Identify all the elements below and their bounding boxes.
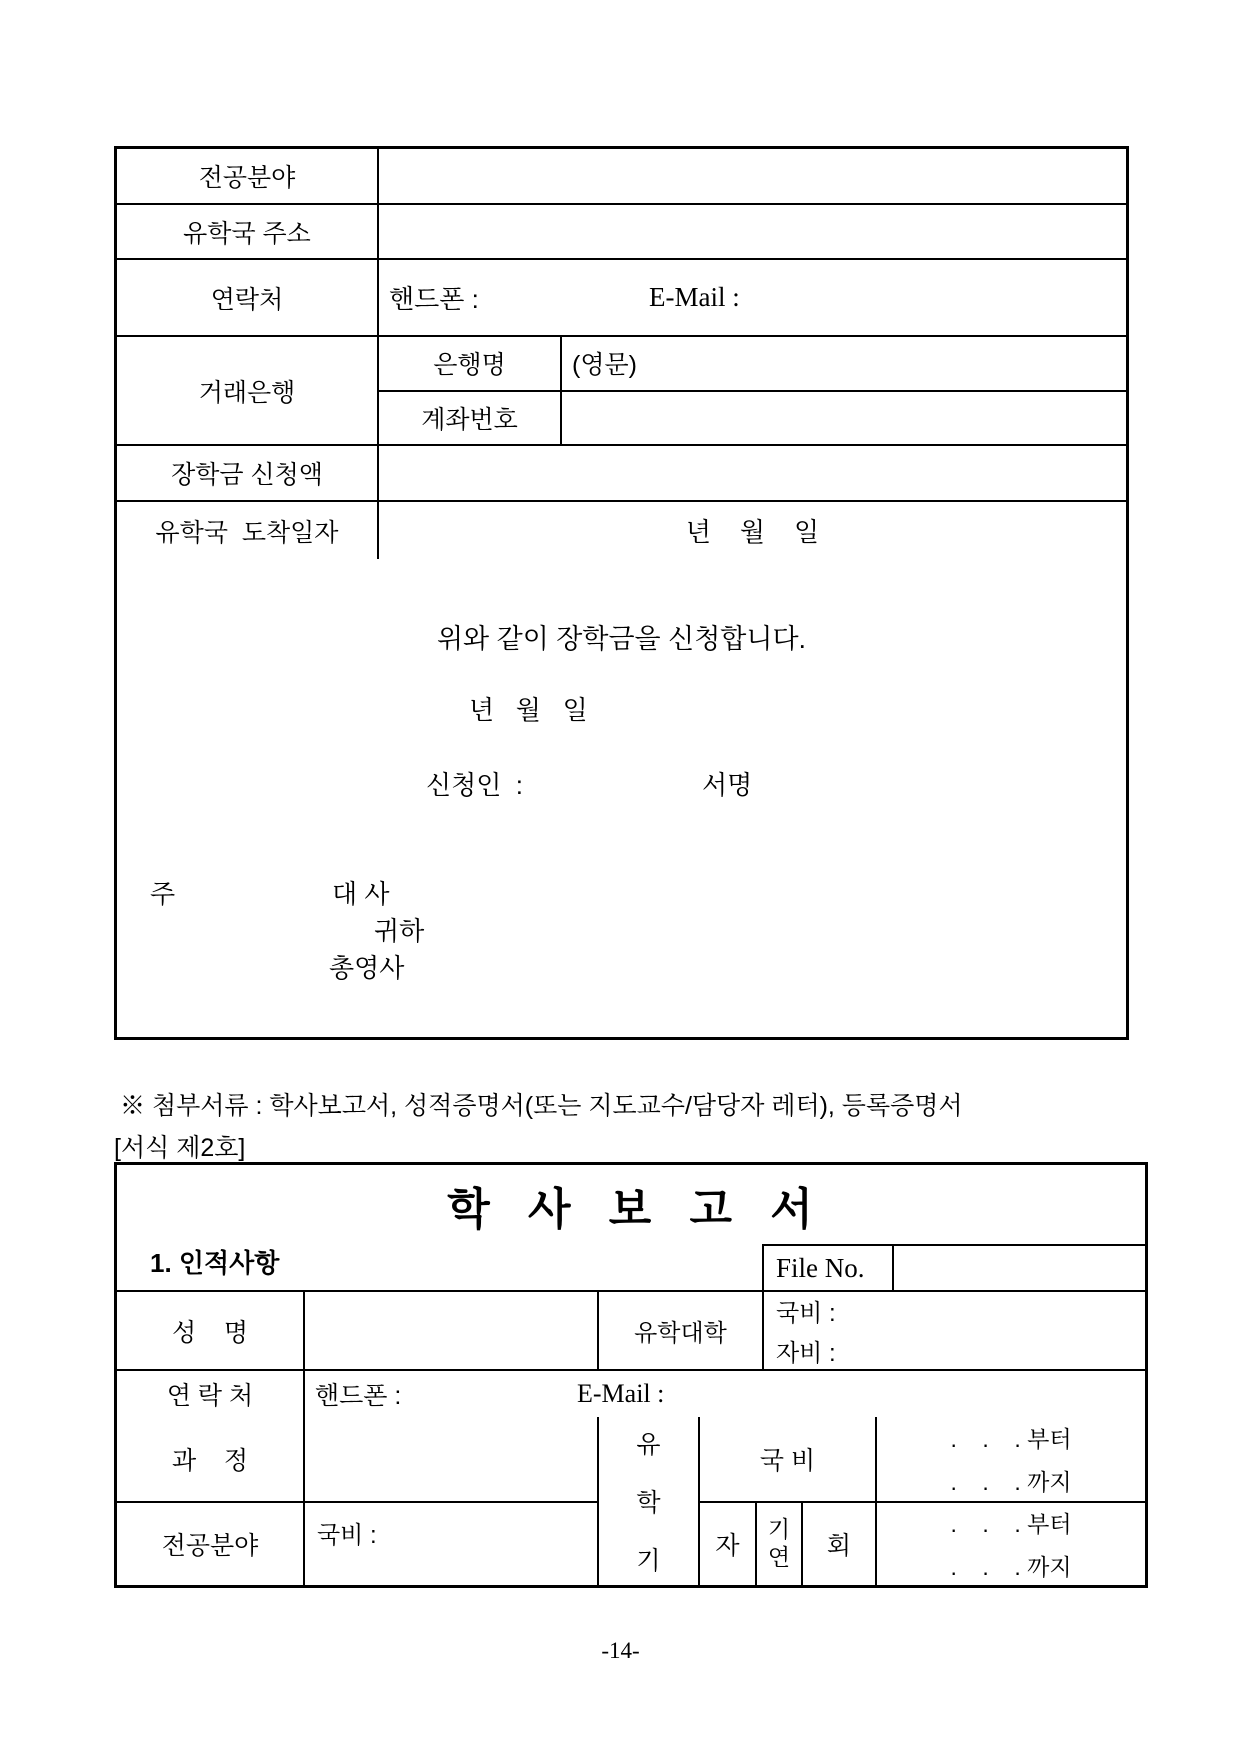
period-to: . . . 까지 — [950, 1554, 1072, 1580]
contact-value — [377, 260, 1126, 335]
addressee-consul-general: 총영사 — [329, 953, 405, 983]
self-period-cell — [875, 1501, 1145, 1585]
application-statement-block — [117, 559, 1126, 1037]
table-row-bank — [117, 335, 1126, 444]
applicant-label: 신청인 : — [426, 770, 524, 800]
bank-name-row — [379, 337, 1126, 390]
bank-subtable — [377, 337, 1126, 444]
name-value — [303, 1292, 597, 1369]
signature-label: 서명 — [702, 770, 753, 800]
major-field-label: 전공분야 — [198, 164, 296, 192]
report-title-area — [117, 1165, 1145, 1290]
name-label: 성 명 — [171, 1318, 249, 1347]
phone-label: 핸드폰 : — [389, 284, 479, 314]
table-row-amount — [117, 444, 1126, 500]
table-row-arrival — [117, 500, 1126, 559]
report-title: 학 사 보 고 서 — [447, 1185, 815, 1234]
account-number-row — [379, 390, 1126, 445]
contact2-value — [303, 1371, 1145, 1417]
course-label: 과 정 — [171, 1447, 249, 1475]
addressee-ju: 주 — [150, 879, 176, 909]
addressee-ambassador: 대 사 — [332, 879, 390, 909]
course-period-section — [117, 1417, 1145, 1585]
table-row-name — [117, 1290, 1145, 1369]
period-from: . . . 부터 — [950, 1511, 1072, 1537]
arrival-date-label: 유학국 도착일자 — [155, 518, 339, 547]
file-no-box — [762, 1244, 1145, 1290]
govt-funded-cell: 국 비 — [698, 1417, 875, 1501]
contact-label: 연락처 — [210, 285, 284, 314]
file-no-label: File No. — [764, 1246, 894, 1290]
phone2-label: 핸드폰 : — [315, 1382, 402, 1410]
abroad-address-label: 유학국 주소 — [183, 219, 311, 248]
govt-period-cell — [875, 1417, 1145, 1501]
abroad-address-value — [377, 205, 1126, 258]
major-field-value — [377, 149, 1126, 203]
self-funded-cell: 자 — [698, 1501, 755, 1585]
account-number-value — [560, 392, 1126, 445]
attachment-note: ※ 첨부서류 : 학사보고서, 성적증명서(또는 지도교수/담당자 레터), 등록증명서 — [120, 1092, 963, 1120]
addressee-honorific: 귀하 — [374, 916, 425, 946]
contact2-label: 연 락 처 — [166, 1382, 254, 1410]
scholarship-application-table — [114, 146, 1129, 1040]
major2-value: 국비 : — [303, 1501, 597, 1585]
round-cell: 회 — [801, 1501, 875, 1585]
period-from: . . . 부터 — [950, 1426, 1072, 1452]
scholarship-amount-value — [377, 446, 1126, 500]
bank-name-value: (영문) — [560, 337, 1126, 390]
academic-report-table — [114, 1162, 1148, 1588]
bank-name-label: 은행명 — [433, 351, 506, 380]
major2-label: 전공분야 — [117, 1501, 303, 1585]
study-period-vertical-label: 유 학 기 — [597, 1417, 698, 1585]
table-row-major — [117, 149, 1126, 203]
form-number-label: [서식 제2호] — [114, 1134, 246, 1162]
self-funding-line: 자비 : — [776, 1340, 836, 1367]
bank-label: 거래은행 — [198, 378, 296, 407]
arrival-date-value: 년 월 일 — [377, 502, 1126, 559]
page-number: -14- — [601, 1638, 640, 1663]
email-label: E-Mail : — [649, 282, 740, 312]
funding-cell — [762, 1292, 1145, 1369]
statement-line: 위와 같이 장학금을 신청합니다. — [436, 624, 807, 654]
table-row-address — [117, 203, 1126, 258]
section1-heading: 1. 인적사항 — [150, 1248, 280, 1278]
course-value — [303, 1417, 597, 1501]
scholarship-amount-label: 장학금 신청액 — [171, 461, 323, 489]
file-no-value — [894, 1246, 1145, 1290]
period-to: . . . 까지 — [950, 1469, 1072, 1495]
deferral-cell: 기 연 — [755, 1501, 801, 1585]
table-row-contact2 — [117, 1369, 1145, 1417]
university-label: 유학대학 — [597, 1292, 762, 1369]
account-number-label: 계좌번호 — [421, 405, 518, 434]
govt-funding-line: 국비 : — [776, 1300, 836, 1327]
email2-label: E-Mail : — [577, 1379, 665, 1408]
table-row-contact — [117, 258, 1126, 335]
statement-date-line: 년 월 일 — [469, 695, 588, 725]
